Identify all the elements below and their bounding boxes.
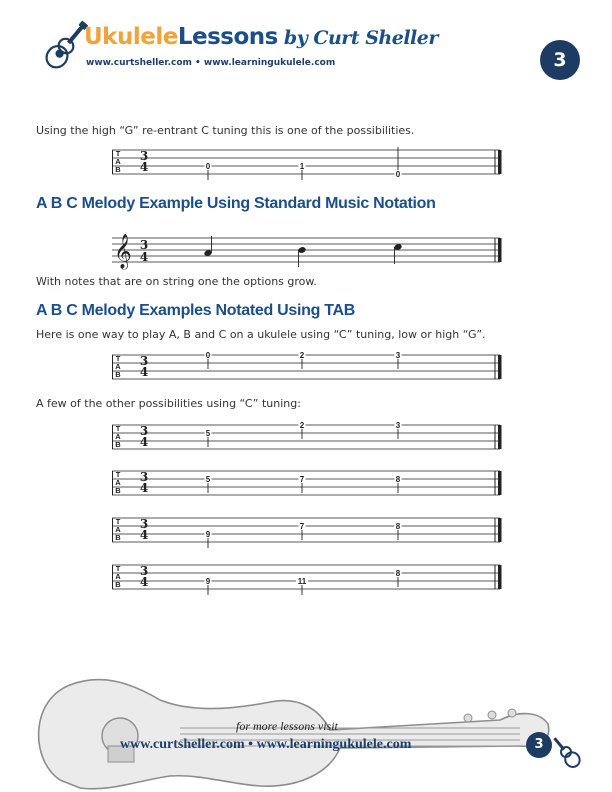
tab-clef-letter: T [115,424,121,433]
time-signature-bottom: 4 [139,250,149,264]
ukulele-logo-icon [42,16,90,76]
ukulele-small-icon [548,732,584,772]
tab-fret-number: 0 [205,351,211,360]
tab-staff-reentrant [112,146,502,186]
heading-standard-notation: A B C Melody Example Using Standard Music Notation [36,195,436,212]
tab-end-thick-barline [498,518,502,542]
tab-fret-number: 3 [395,351,401,360]
tab-end-thick-barline [498,471,502,495]
tab-staff-svg [112,514,502,550]
tab-fret-number: 11 [297,577,307,586]
tab-fret-number: 5 [205,475,211,484]
tab-fret-number: 5 [205,429,211,438]
tab-clef-letter: A [115,362,121,371]
header-urls: www.curtsheller.com • www.learningukulele.com [86,58,336,68]
footer-note: for more lessons visit [236,719,338,733]
tab-staff-svg [112,467,502,503]
standard-staff-svg [112,232,502,272]
time-signature-top: 3 [139,149,149,163]
staff-end-thick-barline [498,238,502,262]
tab-clef-letter: T [115,149,121,158]
tab-clef-letter: A [115,432,121,441]
text-other-possibilities: A few of the other possibilities using “C” tuning: [36,397,301,410]
tab-staff-possibility-1 [112,421,502,461]
time-signature-bottom: 4 [139,575,149,589]
tab-clef-letter: A [115,157,121,166]
time-signature-top: 3 [139,354,149,368]
tab-fret-number: 0 [205,162,211,171]
tab-clef-letter: B [115,370,121,379]
tab-end-thick-barline [498,425,502,449]
intro-text: Using the high “G” re-entrant C tuning this is one of the possibilities. [36,124,415,137]
page-number-badge: 3 [540,40,580,80]
treble-clef-icon: 𝄞 [114,234,132,269]
time-signature-bottom: 4 [139,481,149,495]
tab-staff-possibility-2 [112,467,502,507]
tab-fret-number: 2 [299,421,305,430]
time-signature-top: 3 [139,517,149,531]
tab-clef-letter: B [115,440,121,449]
tab-staff-possibility-4 [112,561,502,601]
tab-clef-letter: B [115,533,121,542]
tab-fret-number: 8 [395,475,401,484]
brand-word-ukulele: Ukulele [84,24,178,50]
tab-fret-number: 9 [205,530,211,539]
time-signature-bottom: 4 [139,365,149,379]
heading-tab-examples: A B C Melody Examples Notated Using TAB [36,302,356,319]
time-signature-top: 3 [139,238,149,252]
footer-urls[interactable]: www.curtsheller.com • www.learningukulele.com [120,737,412,752]
tab-end-thick-barline [498,150,502,174]
tab-clef-letter: A [115,525,121,534]
text-string-one: With notes that are on string one the options grow. [36,275,317,288]
time-signature-top: 3 [139,564,149,578]
tab-end-thick-barline [498,355,502,379]
text-one-way: Here is one way to play A, B and C on a ukulele using “C” tuning, low or high “G”. [36,328,486,341]
tab-fret-number: 2 [299,351,305,360]
tab-end-thick-barline [498,565,502,589]
tab-staff-one-way [112,351,502,391]
tab-clef-letter: B [115,486,121,495]
tab-fret-number: 8 [395,569,401,578]
brand-word-lessons: Lessons [177,24,278,50]
tab-clef-letter: T [115,354,121,363]
tab-clef-letter: A [115,572,121,581]
brand-title [84,24,438,50]
tab-staff-svg [112,561,502,597]
standard-notation-staff [112,232,502,276]
time-signature-top: 3 [139,470,149,484]
tab-clef-letter: T [115,517,121,526]
tab-fret-number: 1 [299,162,305,171]
tab-clef-letter: T [115,470,121,479]
footer-page-number-badge: 3 [526,732,552,758]
brand-byline: by Curt Sheller [277,27,438,49]
tab-staff-svg [112,351,502,387]
tab-clef-letter: A [115,478,121,487]
tab-staff-svg [112,421,502,457]
tab-fret-number: 0 [395,170,401,179]
time-signature-bottom: 4 [139,435,149,449]
tab-fret-number: 7 [299,522,305,531]
time-signature-bottom: 4 [139,528,149,542]
tab-clef-letter: T [115,564,121,573]
tab-fret-number: 7 [299,475,305,484]
tab-clef-letter: B [115,165,121,174]
ukulele-footer-graphic-icon [0,640,612,792]
tab-staff-svg [112,146,502,182]
time-signature-top: 3 [139,424,149,438]
tab-clef-letter: B [115,580,121,589]
time-signature-bottom: 4 [139,160,149,174]
tab-fret-number: 3 [395,421,401,430]
tab-fret-number: 8 [395,522,401,531]
tab-fret-number: 9 [205,577,211,586]
tab-staff-possibility-3 [112,514,502,554]
